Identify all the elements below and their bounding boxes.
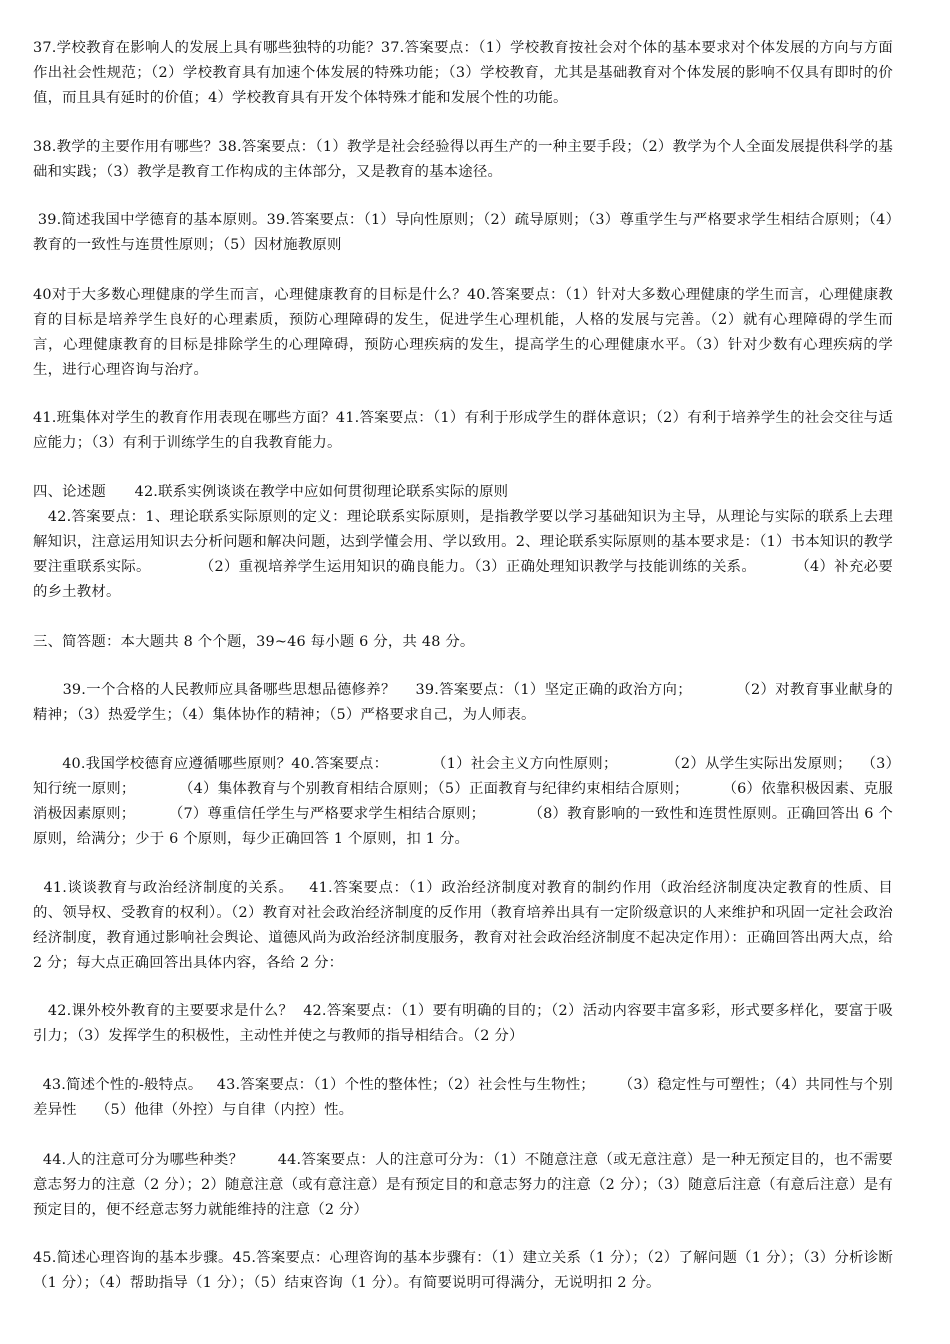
paragraph-q41-class-collective: 41.班集体对学生的教育作用表现在哪些方面？41.答案要点：（1）有利于形成学生的群体意识；（2）有利于培养学生的社会交往与适应能力；（3）有利于训练学生的自我教育能力。 [33, 410, 893, 451]
paragraph-q37-school-education: 37.学校教育在影响人的发展上具有哪些独特的功能？37.答案要点：（1）学校教育按社会对个体的基本要求对个体发展的方向与方面作出社会性规范；（2）学校教育具有加速个体发展的特殊功能；（3）学校教育，尤其是基础教育对个体发展的影响不仅具有即时的价值，而且具有延时的价值；4）学校教育具有开发个体特殊才能和发展个性的功能。 [33, 40, 893, 106]
paragraph-q42-extracurricular: 42.课外校外教育的主要要求是什么？ 42.答案要点：（1）要有明确的目的；（2）活动内容要丰富多彩，形式要多样化，要富于吸引力；（3）发挥学生的积极性，主动性并使之与教师的指导相结合。（2 分） [33, 1003, 893, 1044]
paragraph-q39-moral-education-principles: 39.简述我国中学德育的基本原则。39.答案要点：（1）导向性原则；（2）疏导原则；（3）尊重学生与严格要求学生相结合原则；（4）教育的一致性与连贯性原则；（5）因材施教原则 [33, 212, 893, 253]
paragraph-q41-education-politics: 41.谈谈教育与政治经济制度的关系。 41.答案要点：（1）政治经济制度对教育的制约作用（政治经济制度决定教育的性质、目的、领导权、受教育的权利）。（2）教育对社会政治经济制度的反作用（教育培养出具有一定阶级意识的人来维护和巩固一定社会政治经济制度，教育通过影响社会舆论、道德风尚为政治经济制度服务，教育对社会政治经济制度不起决定作用）：正确回答出两大点，给 2 分；每大点正确回答出具体内容，各给 2 分： [33, 880, 898, 971]
paragraph-section4-essay-q42: 四、论述题 42.联系实例谈谈在教学中应如何贯彻理论联系实际的原则 42.答案要点：1、理论联系实际原则的定义：理论联系实际原则，是指教学要以学习基础知识为主导，从理论与实际的联系上去理解知识，注意运用知识去分析问题和解决问题，达到学懂会用、学以致用。2、理论联系实际原则的基本要求是：（1）书本知识的教学要注重联系实际。 （2）重视培养学生运用知识的确良能力。（3）正确处理知识教学与技能训练的关系。 （4）补充必要的乡土教材。 [33, 484, 893, 600]
paragraph-q38-teaching-role: 38.教学的主要作用有哪些？38.答案要点：（1）教学是社会经验得以再生产的一种主要手段；（2）教学为个人全面发展提供科学的基础和实践；（3）教学是教育工作构成的主体部分，又是教育的基本途径。 [33, 139, 893, 180]
paragraph-q40-moral-principles: 40.我国学校德育应遵循哪些原则？40.答案要点： （1）社会主义方向性原则； （2）从学生实际出发原则； （3）知行统一原则； （4）集体教育与个别教育相结合原则；（5）正面教育与纪律约束相结合原则； （6）依靠积极因素、克服消极因素原则； （7）尊重信任学生与严格要求学生相结合原则； （8）教育影响的一致性和连贯性原则。正确回答出 6 个原则，给满分；少于 6 个原则，每少正确回答 1 个原则，扣 1 分。 [33, 756, 893, 847]
paragraph-q40-mental-health-goals: 40对于大多数心理健康的学生而言，心理健康教育的目标是什么？40.答案要点：（1）针对大多数心理健康的学生而言，心理健康教育的目标是培养学生良好的心理素质，预防心理障碍的发生，促进学生心理机能，人格的发展与完善。（2）就有心理障碍的学生而言，心理健康教育的目标是排除学生的心理障碍，预防心理疾病的发生，提高学生的心理健康水平。（3）针对少数有心理疾病的学生，进行心理咨询与治疗。 [33, 287, 893, 378]
section-heading-short-answer: 三、简答题：本大题共 8 个个题，39~46 每小题 6 分，共 48 分。 [33, 634, 475, 650]
paragraph-q45-counseling-steps: 45.简述心理咨询的基本步骤。45.答案要点：心理咨询的基本步骤有：（1）建立关系（1 分）；（2）了解问题（1 分）；（3）分析诊断（1 分）；（4）帮助指导（1 分）；（5）结束咨询（1 分）。有简要说明可得满分，无说明扣 2 分。 [33, 1250, 893, 1291]
paragraph-q44-attention-types: 44.人的注意可分为哪些种类？ 44.答案要点：人的注意可分为：（1）不随意注意（或无意注意）是一种无预定目的，也不需要意志努力的注意（2 分）；2）随意注意（或有意注意）是有预定目的和意志努力的注意（2 分）；（3）随意后注意（有意后注意）是有预定目的，便不经意志努力就能维持的注意（2 分） [33, 1152, 893, 1218]
paragraph-q39-teacher-virtues: 39.一个合格的人民教师应具备哪些思想品德修养？ 39.答案要点：（1）坚定正确的政治方向； （2）对教育事业献身的精神；（3）热爱学生；（4）集体协作的精神；（5）严格要求自己，为人师表。 [33, 682, 893, 723]
paragraph-q43-personality: 43.简述个性的-般特点。 43.答案要点：（1）个性的整体性；（2）社会性与生物性； （3）稳定性与可塑性；（4）共同性与个别差异性 （5）他律（外控）与自律（内控）性。 [33, 1077, 893, 1118]
